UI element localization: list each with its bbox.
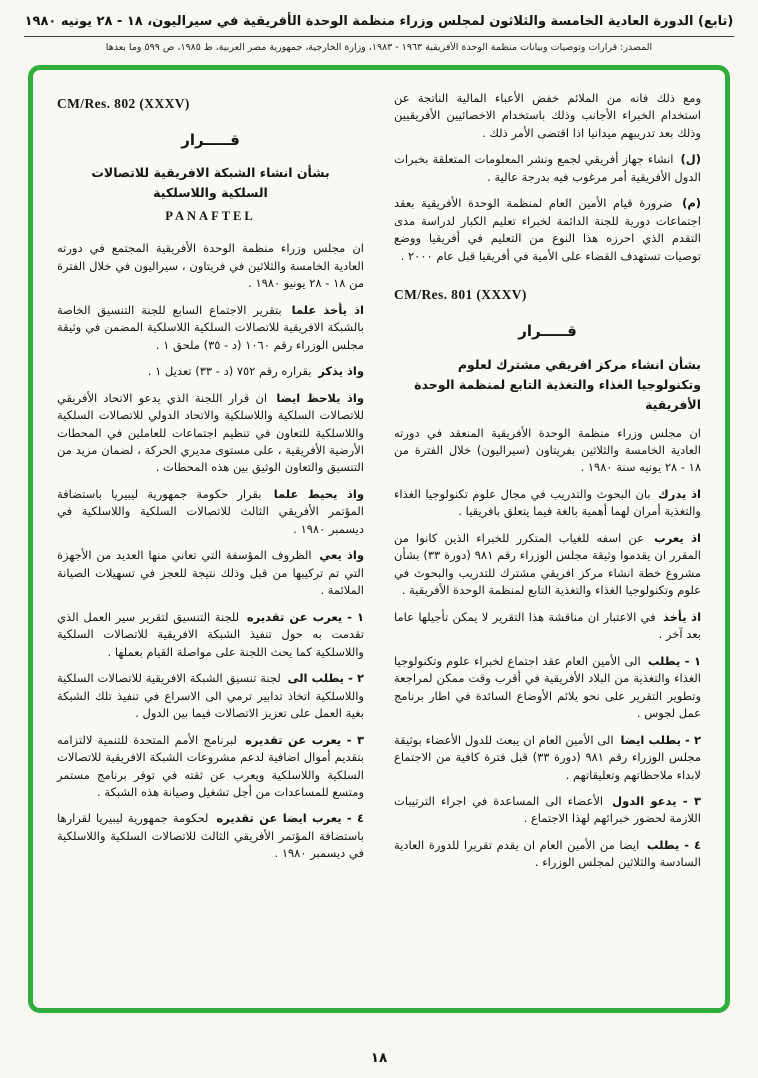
- paragraph-text: لحكومة جمهورية ليبيريا لقرارها باستضافة المؤتمر الأفريقي الثالث للاتصالات السلكية واللاسلكية في ديسمبر ١٩٨٠ .: [57, 811, 364, 861]
- paragraph-text: ايضا من الأمين العام ان يقدم تقريرا للدورة العادية السادسة والثلاثين لمجلس الوزراء .: [394, 837, 701, 870]
- right-column: [394, 90, 701, 988]
- paragraph-lead: ٤ - يطلب: [646, 837, 701, 852]
- paragraph-lead: ١ - يعرب عن تقديره: [246, 609, 364, 624]
- paragraph-lead: (م): [682, 196, 702, 211]
- paragraph-text: ان قرار اللجنة الذي يدعو الاتحاد الأفريقي للاتصالات السلكية واللاسلكية والاتحاد الدولي للاتصالات السلكية واللاسلكية للتعاون في تنظيم اجتماعات للعاملين في المحطات الأرضية الأفريقية ، على مستوى مديري الحركة ، لضمان مزيد من التنسيق والتعاون الوثيق بين هذه المحطات .: [57, 390, 364, 475]
- paragraph-lead: اذ يدرك: [658, 486, 701, 501]
- paragraph-text: الظروف المؤسفة التي تعاني منها العديد من الأجهزة التي تم تركيبها من قبل وذلك نتيجة للعجز في تسهيلات الصيانة الملائمة .: [57, 548, 364, 598]
- paragraph-text: ان مجلس وزراء منظمة الوحدة الأفريقية المجتمع في دورته العادية الخامسة والثلاثين في فريتاون ، سيراليون في خلال الفترة من ١٨ - ٢٨ يونيو ١٩٨٠ .: [57, 241, 364, 291]
- resolution-802-title-word: قـــــرار: [181, 130, 240, 149]
- paragraph-lead: ٢ - يطلب الى: [287, 671, 364, 686]
- paragraph-text: ومع ذلك فانه من الملائم خفض الأعباء المالية الناتجة عن استخدام الخبراء الأجانب وذلك باستخدام الاخصائيين الأفريقيين وذلك بعد تدريبهم ميدانيا اذا اقتضى الأمر ذلك .: [394, 91, 701, 140]
- paragraph-text: في الاعتبار ان مناقشة هذا التقرير لا يمكن تأجيلها عاما بعد آخر .: [394, 609, 701, 642]
- left-column: [57, 90, 364, 988]
- resolution-802-paragraphs: [57, 240, 364, 863]
- paragraph-text: الأعضاء الى المساعدة في اجراء الترتيبات اللازمة لحضور خبرائهم لهذا الاجتماع .: [394, 793, 701, 826]
- paragraph: [394, 151, 701, 186]
- paragraph-lead: واذ يلاحظ ايضا: [276, 390, 364, 405]
- paragraph-lead: ٢ - يطلب ايضا: [620, 732, 701, 747]
- paragraph: [394, 653, 701, 723]
- panaftel-title: PANAFTEL: [165, 209, 256, 224]
- two-column-layout: [57, 90, 701, 988]
- resolution-802-reference: CM/Res. 802 (XXXV): [57, 96, 190, 111]
- paragraph: [57, 732, 364, 802]
- paragraph-text: بان البحوث والتدريب في مجال علوم تكنولوجيا الغذاء والتغذية أمران لهما أهمية بالغة فيما يتعلق بافريقيا .: [394, 486, 701, 519]
- paragraph: [57, 390, 364, 477]
- resolution-801-subject: بشأن انشاء مركز افريقي مشترك لعلوم وتكنولوجيا الغذاء والتغذية التابع لمنظمة الوحدة الأفريقية: [414, 356, 701, 412]
- paragraph: [57, 810, 364, 862]
- paragraph-lead: واذ يذكر: [318, 364, 364, 379]
- paragraph-text: الى الأمين العام عقد اجتماع لخبراء علوم وتكنولوجيا الغذاء والتغذية من البلاد الأفريقية في أقرب وقت ممكن لمراجعة وتطوير التقرير على نحو يلائم الأوضاع السائدة في اطار برنامج عمل لجوس .: [394, 653, 701, 721]
- paragraph: [394, 609, 701, 644]
- paragraph-text: لبرنامج الأمم المتحدة للتنمية لالتزامه بتقديم أموال اضافية لدعم مشروعات الشبكة الافريقية للاتصالات السلكية واللاسلكية ويعرب عن ثقته في توفر برنامج مستمر ومتسع للمساعدات من أجل تشغيل وصيانة هذه الشبكة .: [57, 732, 364, 799]
- page-header: [0, 0, 758, 53]
- paragraph: [57, 547, 364, 599]
- paragraph-text: انشاء جهاز أفريقي لجمع ونشر المعلومات المتعلقة بخبرات الدول الأفريقية أمر مرغوب فيه بدرجة عالية .: [394, 152, 701, 184]
- paragraph: [394, 90, 701, 142]
- paragraph-text: ان مجلس وزراء منظمة الوحدة الأفريقية المنعقد في دورته العادية الخامسة والثلاثين بفريتاون (سيراليون) خلال الفترة من ١٨ - ٢٨ يونيه سنة ١٩٨٠ .: [394, 425, 701, 475]
- page-number: ١٨: [370, 1050, 388, 1066]
- paragraph-lead: واذ يعي: [319, 548, 364, 563]
- resolution-802-subject-line2: السلكية واللاسلكية: [153, 185, 268, 201]
- paragraph-text: بقرار حكومة جمهورية ليبيريا باستضافة المؤتمر الأفريقي الثالث للاتصالات السلكية واللاسلكية في ديسمبر ١٩٨٠ .: [57, 486, 364, 536]
- paragraph: [57, 486, 364, 538]
- resolution-801-paragraphs: [394, 425, 701, 872]
- paragraph: [394, 486, 701, 521]
- paragraph-text: ضرورة قيام الأمين العام لمنظمة الوحدة الأفريقية بعقد اجتماعات دورية للجنة الدائمة لخبراء تعليم الكبار لدراسة مدى التقدم الذي احرزه هذا النوع من التعليم في أفريقيا ووضع توصيات تستهدف القضاء على الأمية في أفريقيا قبل عام ٢٠٠٠ .: [394, 196, 701, 263]
- paragraph: [394, 793, 701, 828]
- document-frame: [28, 65, 730, 1013]
- paragraph-text: عن اسفه للغياب المتكرر للخبراء الذين كانوا من المقرر ان يقدموا وثيقة مجلس الوزراء رقم ٩٨١ (دورة ٣٣) بشأن مشروع خطة انشاء مركز افريقي مشترك للتدريب والبحوث في علوم وتكنولوجيا الغذاء والتغذية التابع لمنظمة الوحدة الأفريقية .: [394, 530, 701, 598]
- paragraph-text: الى الأمين العام ان يبعث للدول الأعضاء بوثيقة مجلس الوزراء رقم ٩٨١ (دورة ٣٣) قبل فترة كافية من الاجتماع لابداء ملاحظاتهم وتعليقاتهم .: [394, 732, 701, 782]
- paragraph-lead: اذ يأخذ: [662, 609, 702, 624]
- paragraph-lead: (ل): [680, 152, 702, 167]
- resolution-801-reference: CM/Res. 801 (XXXV): [394, 287, 527, 303]
- paragraph: [394, 530, 701, 600]
- paragraph-lead: ٣ - يدعو الدول: [612, 793, 701, 808]
- paragraph: [57, 240, 364, 292]
- paragraph: [57, 609, 364, 661]
- session-title: (تابع) الدورة العادية الخامسة والثلاثون لمجلس وزراء منظمة الوحدة الأفريقية في سيراليون، ١٨ - ٢٨ يونيه ١٩٨٠: [24, 14, 734, 37]
- resolution-801-heading: [394, 285, 701, 414]
- paragraph: [394, 837, 701, 872]
- paragraph-lead: ٤ - يعرب ايضا عن تقديره: [216, 811, 364, 826]
- paragraph: [57, 302, 364, 354]
- paragraph-lead: اذ يأخذ علما: [291, 302, 365, 317]
- resolution-802-subject-line1: بشأن انشاء الشبكة الافريقية للاتصالات: [91, 165, 330, 181]
- paragraph: [57, 363, 364, 380]
- paragraph: [394, 732, 701, 784]
- resolution-801-title-word: قـــــرار: [518, 321, 577, 340]
- paragraph-text: بقراره رقم ٧٥٢ (د - ٣٣) تعديل ١ .: [147, 364, 312, 379]
- paragraph: [57, 670, 364, 722]
- paragraph-lead: واذ يحيط علما: [273, 486, 365, 501]
- paragraph-text: للجنة التنسيق لتقرير سير العمل الذي تقدمت به حول تنفيذ الشبكة الافريقية للاتصالات السلكية واللاسلكية كما يحث اللجنة على مواصلة القيام بعملها .: [57, 609, 364, 659]
- continuation-paragraphs: [394, 90, 701, 265]
- paragraph: [394, 425, 701, 477]
- paragraph-text: بتقرير الاجتماع السابع للجنة التنسيق الخاصة بالشبكة الافريقية للاتصالات السلكية اللاسلكية المضمن في وثيقة مجلس الوزراء رقم ١٠٦٠ (د - ٣٥) ملحق ١ .: [57, 302, 364, 352]
- paragraph-text: لجنة تنسيق الشبكة الافريقية للاتصالات السلكية واللاسلكية اتخاذ تدابير ترمي الى الاسراع في تنفيذ تلك الشبكة بغية العمل على تعزيز الاتصالات فيما بين الدول .: [57, 671, 364, 721]
- paragraph-lead: ١ - يطلب: [647, 653, 702, 668]
- paragraph: [394, 195, 701, 265]
- resolution-802-heading: [57, 94, 364, 226]
- paragraph-lead: اذ يعرب: [654, 530, 701, 545]
- source-citation: المصدر: قرارات وتوصيات وبيانات منظمة الوحدة الأفريقية ١٩٦٣ - ١٩٨٣، وزارة الخارجية، جمهورية مصر العربية، ط ١٩٨٥، ص ٥٩٩ وما بعدها: [105, 42, 653, 53]
- paragraph-lead: ٣ - يعرب عن تقديره: [245, 732, 365, 747]
